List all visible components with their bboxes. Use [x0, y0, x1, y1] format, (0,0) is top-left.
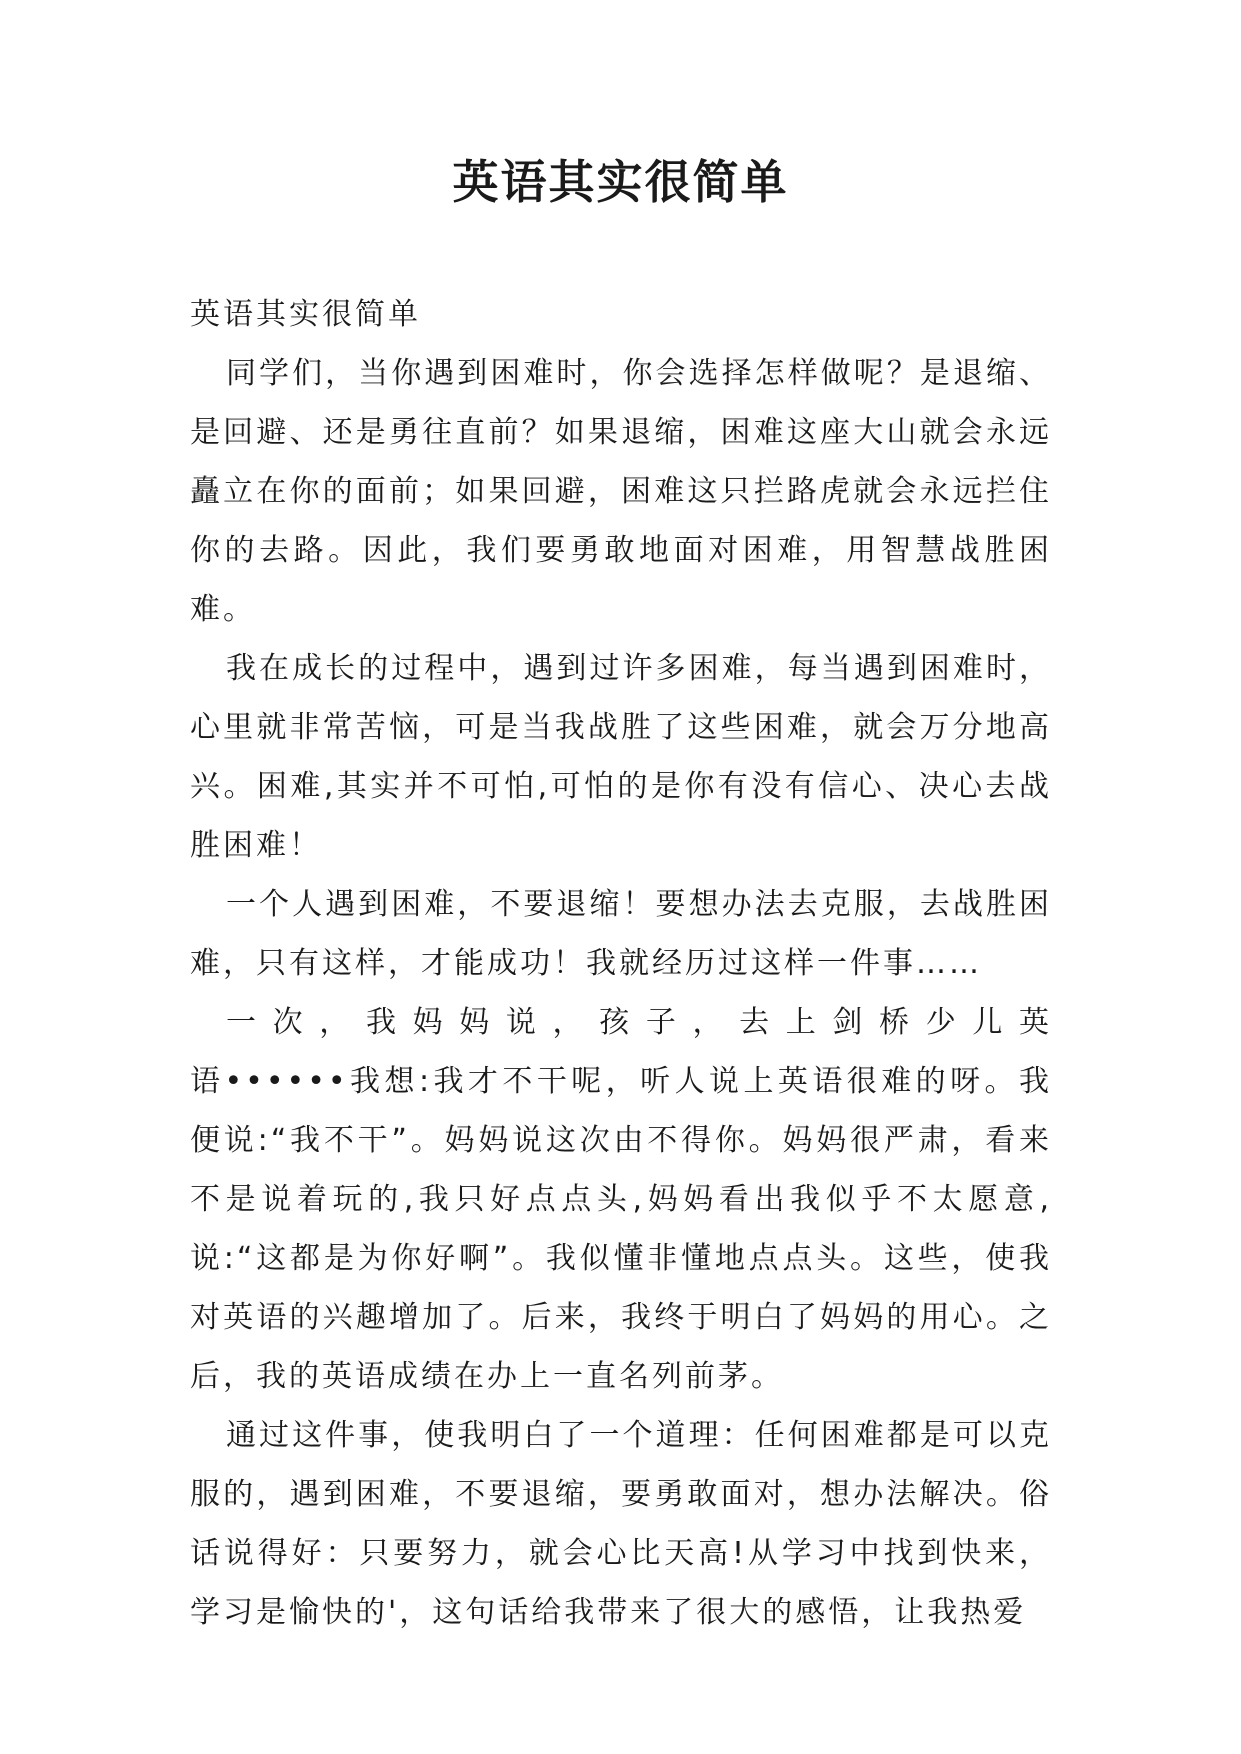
document-subtitle: 英语其实很简单	[190, 297, 421, 332]
paragraph: 通过这件事，使我明白了一个道理：任何困难都是可以克服的，遇到困难，不要退缩，要勇敢面对，想办法解决。俗话说得好：只要努力，就会心比天高!从学习中找到快来，学习是愉快的'，这句话给我带来了很大的感悟，让我热爱	[190, 1418, 1052, 1630]
paragraph: 同学们，当你遇到困难时，你会选择怎样做呢？是退缩、是回避、还是勇往直前？如果退缩，困难这座大山就会永远矗立在你的面前；如果回避，困难这只拦路虎就会永远拦住你的去路。因此，我们要勇敢地面对困难，用智慧战胜困难。	[190, 356, 1052, 627]
document-body	[190, 285, 1052, 1642]
paragraph: 一次，我妈妈说，孩子，去上剑桥少儿英	[226, 1005, 1052, 1040]
document-title: 英语其实很简单	[452, 155, 789, 209]
paragraph: 语••••••我想:我才不干呢，听人说上英语很难的呀。我便说:“我不干”。妈妈说这次由不得你。妈妈很严肃，看来不是说着玩的,我只好点点头,妈妈看出我似乎不太愿意,说:“这都是为你好啊”。我似懂非懂地点点头。这些，使我对英语的兴趣增加了。后来，我终于明白了妈妈的用心。之后，我的英语成绩在办上一直名列前茅。	[190, 1064, 1052, 1394]
paragraph: 一个人遇到困难，不要退缩！要想办法去克服，去战胜困难，只有这样，才能成功！我就经历过这样一件事……	[190, 887, 1052, 981]
paragraph: 我在成长的过程中，遇到过许多困难，每当遇到困难时，心里就非常苦恼，可是当我战胜了这些困难，就会万分地高兴。困难,其实并不可怕,可怕的是你有没有信心、决心去战胜困难！	[190, 651, 1052, 863]
